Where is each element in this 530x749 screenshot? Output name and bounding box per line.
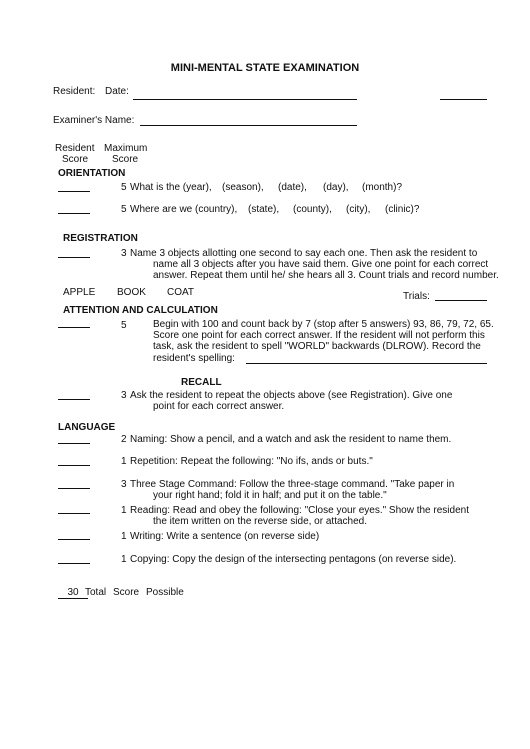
total-label: Total <box>85 587 107 598</box>
recall-score-line[interactable] <box>58 399 90 400</box>
writing-max: 1 <box>121 531 127 542</box>
total-possible-value: 30 <box>58 587 88 599</box>
total-score-label: Score <box>113 587 140 598</box>
recall-text-2: point for each correct answer. <box>153 401 285 412</box>
copying-score-line[interactable] <box>58 563 90 564</box>
repetition-text: Repetition: Repeat the following: "No ifs, ands or buts." <box>130 456 373 467</box>
attention-heading: ATTENTION AND CALCULATION <box>63 305 218 316</box>
reading-text-1: Reading: Read and obey the following: "Close your eyes." Show the resident <box>130 505 469 516</box>
naming-score-line[interactable] <box>58 443 90 444</box>
orientation-day: (day), <box>323 182 349 193</box>
orientation-place-max: 5 <box>121 204 127 215</box>
attention-text-3: task, ask the resident to spell "WORLD" backwards (DLROW). Record the <box>153 341 481 352</box>
resident-label: Resident: <box>53 86 96 97</box>
trials-field-line[interactable] <box>435 300 487 301</box>
writing-text: Writing: Write a sentence (on reverse side) <box>130 531 320 542</box>
orientation-clinic: (clinic)? <box>385 204 420 215</box>
page-title: MINI-MENTAL STATE EXAMINATION <box>170 62 360 74</box>
recall-max: 3 <box>121 390 127 401</box>
language-heading: LANGUAGE <box>58 422 116 433</box>
max-score-header-top: Maximum <box>104 143 148 154</box>
orientation-time-max: 5 <box>121 182 127 193</box>
orientation-state: (state), <box>248 204 280 215</box>
examiner-label: Examiner's Name: <box>53 115 135 126</box>
registration-max: 3 <box>121 248 127 259</box>
recall-text-1: Ask the resident to repeat the objects above (see Registration). Give one <box>130 390 453 401</box>
naming-max: 2 <box>121 434 127 445</box>
resident-score-header-top: Resident <box>55 143 95 154</box>
examiner-field-line[interactable] <box>140 125 357 126</box>
orientation-time-text: What is the (year), <box>130 182 212 193</box>
trials-label: Trials: <box>403 291 430 302</box>
registration-text-1: Name 3 objects allotting one second to say each one. Then ask the resident to <box>130 248 478 259</box>
orientation-heading: ORIENTATION <box>58 168 126 179</box>
attention-spelling-label: resident's spelling: <box>153 353 235 364</box>
copying-text: Copying: Copy the design of the intersecting pentagons (on reverse side). <box>130 554 457 565</box>
reading-text-2: the item written on the reverse side, or attached. <box>153 516 367 527</box>
registration-text-3: answer. Repeat them until he/ she hears all 3. Count trials and record number. <box>153 270 499 281</box>
reading-score-line[interactable] <box>58 513 90 514</box>
copying-max: 1 <box>121 554 127 565</box>
orientation-month: (month)? <box>362 182 403 193</box>
orientation-city: (city), <box>346 204 371 215</box>
orientation-date: (date), <box>278 182 307 193</box>
command-max: 3 <box>121 479 127 490</box>
max-score-header-bottom: Score <box>112 154 139 165</box>
orientation-place-text: Where are we (country), <box>130 204 238 215</box>
naming-text: Naming: Show a pencil, and a watch and ask the resident to name them. <box>130 434 452 445</box>
attention-score-line[interactable] <box>58 327 90 328</box>
orientation-time-score-line[interactable] <box>58 191 90 192</box>
attention-text-1: Begin with 100 and count back by 7 (stop after 5 answers) 93, 86, 79, 72, 65. <box>153 319 494 330</box>
registration-word-coat: COAT <box>167 287 195 298</box>
registration-word-book: BOOK <box>117 287 146 298</box>
repetition-max: 1 <box>121 456 127 467</box>
attention-max: 5 <box>121 320 127 331</box>
command-score-line[interactable] <box>58 488 90 489</box>
date-field-line[interactable] <box>133 99 357 100</box>
date-label: Date: <box>105 86 129 97</box>
command-text-1: Three Stage Command: Follow the three-stage command. "Take paper in <box>130 479 455 490</box>
repetition-score-line[interactable] <box>58 465 90 466</box>
resident-field-line[interactable] <box>440 99 487 100</box>
spelling-field-line[interactable] <box>246 363 487 364</box>
resident-score-header-bottom: Score <box>62 154 89 165</box>
writing-score-line[interactable] <box>58 539 90 540</box>
registration-heading: REGISTRATION <box>63 233 138 244</box>
registration-text-2: name all 3 objects after you have said them. Give one point for each correct <box>153 259 489 270</box>
orientation-season: (season), <box>222 182 264 193</box>
reading-max: 1 <box>121 505 127 516</box>
orientation-county: (county), <box>293 204 332 215</box>
command-text-2: your right hand; fold it in half; and put it on the table." <box>153 490 387 501</box>
registration-word-apple: APPLE <box>63 287 96 298</box>
recall-heading: RECALL <box>181 377 222 388</box>
attention-text-2: Score one point for each correct answer. If the resident will not perform this <box>153 330 485 341</box>
registration-score-line[interactable] <box>58 257 90 258</box>
total-possible-label: Possible <box>146 587 184 598</box>
orientation-place-score-line[interactable] <box>58 213 90 214</box>
